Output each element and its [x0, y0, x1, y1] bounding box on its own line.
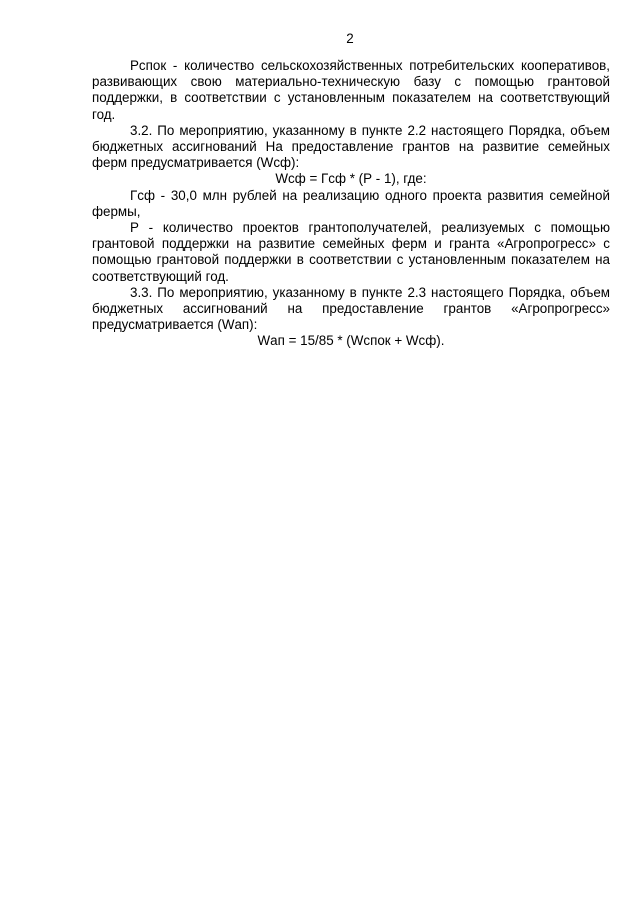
- formula-wsf: Wсф = Гсф * (Р - 1), где:: [275, 171, 427, 187]
- page-number: 2: [346, 31, 354, 46]
- document-body: [92, 58, 610, 350]
- paragraph-gsf-definition: Гсф - 30,0 млн рублей на реализацию одного проекта развития семейной фермы,: [92, 187, 610, 219]
- paragraph-r-definition: Р - количество проектов грантополучателей, реализуемых с помощью грантовой поддержки на развитие семейных ферм и гранта «Агропрогресс» с помощью грантовой поддержки в соответствии с установленным показателем на соответствующий год.: [92, 220, 610, 284]
- formula-wap: Wап = 15/85 * (Wспок + Wсф).: [257, 333, 445, 349]
- paragraph-section-3-2: 3.2. По мероприятию, указанному в пункте 2.2 настоящего Порядка, объем бюджетных ассигнований На предоставление грантов на развитие семейных ферм предусматривается (Wсф):: [92, 122, 610, 171]
- paragraph-section-3-3: 3.3. По мероприятию, указанному в пункте 2.3 настоящего Порядка, объем бюджетных ассигнований на предоставление грантов «Агропрогресс» предусматривается (Wап):: [92, 284, 610, 333]
- paragraph-rspok-definition: Рспок - количество сельскохозяйственных потребительских кооперативов, развивающих свою материально-техническую базу с помощью грантовой поддержки, в соответствии с установленным показателем на соответствующий год.: [92, 58, 610, 122]
